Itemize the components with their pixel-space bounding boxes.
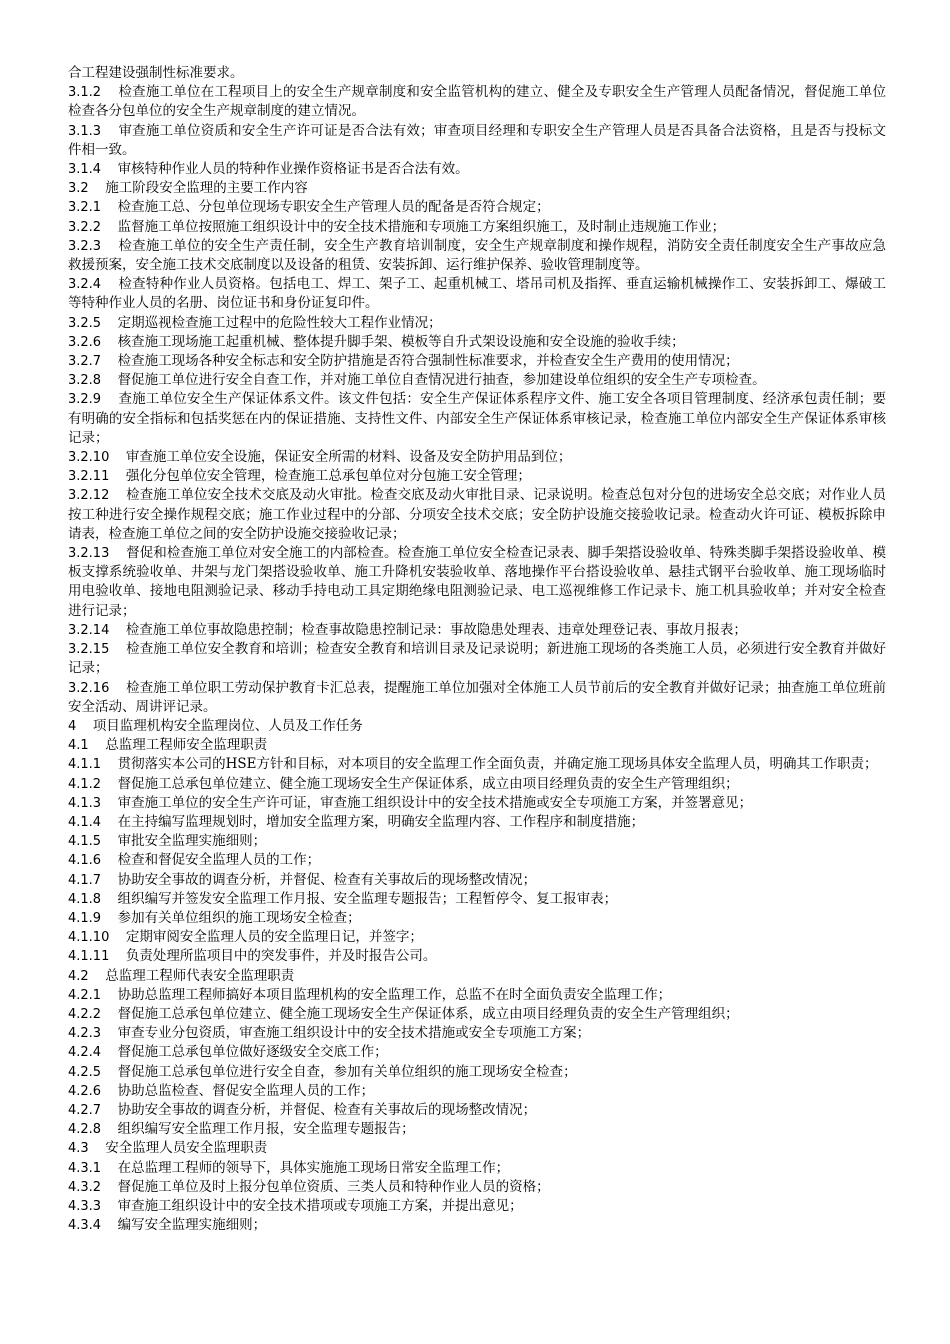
paragraph-text: 组织编写并签发安全监理工作月报、安全监理专题报告；工程暂停令、复工报审表； (117, 890, 618, 907)
paragraph (68, 390, 886, 448)
section-number: 4.2 (68, 968, 89, 984)
paragraph (68, 1043, 886, 1062)
section-number: 4.3.1 (68, 1160, 102, 1176)
paragraph (68, 1120, 886, 1139)
section-number: 4.3.3 (68, 1198, 102, 1214)
section-number: 4.1.10 (68, 930, 110, 946)
section-number: 3.2.16 (68, 680, 110, 696)
section-number: 4.2.4 (68, 1045, 102, 1061)
paragraph-text: 审查施工单位的安全生产许可证，审查施工组织设计中的安全技术措施或安全专项施工方案，并签署意见； (117, 794, 753, 811)
paragraph (68, 717, 886, 736)
section-number: 3.2 (68, 181, 89, 197)
paragraph-text: 在主持编写监理规划时，增加安全监理方案，明确安全监理内容、工作程序和制度措施； (117, 813, 645, 830)
paragraph-text: 协助总监检查、督促安全监理人员的工作； (117, 1082, 375, 1099)
paragraph-text: 定期巡视检查施工过程中的危险性较大工程作业情况； (117, 314, 442, 331)
paragraph (68, 1216, 886, 1235)
paragraph (68, 1005, 886, 1024)
paragraph (68, 813, 886, 832)
section-number: 3.2.5 (68, 315, 102, 331)
paragraph-text: 合工程建设强制性标准要求。 (68, 65, 244, 81)
section-number: 3.2.6 (68, 334, 102, 350)
paragraph-text: 查施工单位安全生产保证体系文件。该文件包括：安全生产保证体系程序文件、施工安全各项目管理制度、经济承包责任制；要有明确的安全指标和包括奖惩在内的保证措施、支持性文件、内部安全生产保证体系审核记录，检查施工单位内部安全生产保证体系审核记录； (68, 391, 887, 446)
paragraph (68, 736, 886, 755)
paragraph-text: 检查施工单位安全教育和培训；检查安全教育和培训目录及记录说明；新进施工现场的各类施工人员，必须进行安全教育并做好记录； (68, 641, 887, 677)
paragraph (68, 448, 886, 467)
section-number: 4.1.9 (68, 910, 102, 926)
section-number: 4.3 (68, 1141, 89, 1157)
section-number: 4.2.8 (68, 1122, 102, 1138)
section-number: 3.2.11 (68, 469, 110, 485)
section-number: 3.2.9 (68, 392, 102, 408)
paragraph (68, 871, 886, 890)
section-number: 3.2.14 (68, 622, 110, 638)
paragraph-text: 总监理工程师安全监理职责 (105, 737, 268, 754)
paragraph-text: 审查施工单位资质和安全生产许可证是否合法有效；审查项目经理和专职安全生产管理人员是否具备合法资格，且是否与投标文件相一致。 (68, 122, 887, 158)
paragraph (68, 544, 886, 621)
paragraph-text: 监督施工单位按照施工组织设计中的安全技术措施和专项施工方案组织施工，及时制止违规施工作业； (117, 218, 726, 235)
paragraph-text: 检查施工单位的安全生产责任制，安全生产教育培训制度，安全生产规章制度和操作规程，消防安全责任制度安全生产事故应急救援预案，安全施工技术交底制度以及设备的租赁、安装拆卸、运行维护保养、验收管理制度等。 (68, 237, 887, 274)
paragraph (68, 679, 886, 717)
paragraph-text: 总监理工程师代表安全监理职责 (105, 967, 295, 984)
section-number: 3.2.3 (68, 238, 102, 254)
paragraph-text: 参加有关单位组织的施工现场安全检查； (117, 909, 361, 926)
paragraph (68, 1178, 886, 1197)
paragraph-text: 在总监理工程师的领导下，具体实施施工现场日常安全监理工作； (117, 1159, 510, 1176)
paragraph (68, 1197, 886, 1216)
paragraph-text: 审核特种作业人员的特种作业操作资格证书是否合法有效。 (117, 161, 469, 178)
paragraph-text: 检查施工单位事故隐患控制；检查事故隐患控制记录：事故隐患处理表、违章处理登记表、事故月报表； (125, 621, 747, 638)
paragraph-text: 强化分包单位安全管理，检查施工总承包单位对分包施工安全管理； (125, 468, 531, 485)
paragraph (68, 371, 886, 390)
paragraph-text: 督促施工总承包单位建立、健全施工现场安全生产保证体系，成立由项目经理负责的安全生产管理组织； (117, 1005, 739, 1022)
section-number: 4.1.5 (68, 834, 102, 850)
paragraph (68, 333, 886, 352)
section-number: 4.2.1 (68, 987, 102, 1003)
paragraph (68, 1159, 886, 1178)
paragraph (68, 160, 886, 179)
paragraph-text: 组织编写安全监理工作月报，安全监理专题报告； (117, 1121, 415, 1138)
paragraph (68, 928, 886, 947)
paragraph (68, 218, 886, 237)
paragraph (68, 83, 886, 121)
paragraph-text: 定期审阅安全监理人员的安全监理日记，并签字； (125, 929, 423, 946)
paragraph (68, 486, 886, 544)
section-number: 3.2.1 (68, 200, 102, 216)
paragraph-text: 督促施工单位及时上报分包单位资质、三类人员和特种作业人员的资格； (117, 1178, 550, 1195)
section-number: 3.2.7 (68, 354, 102, 370)
paragraph (68, 640, 886, 678)
paragraph (68, 237, 886, 275)
paragraph (68, 851, 886, 870)
section-number: 4.3.4 (68, 1218, 102, 1234)
section-number: 3.2.15 (68, 642, 110, 658)
paragraph (68, 947, 886, 966)
section-number: 3.2.12 (68, 488, 110, 504)
paragraph-text: 协助总监理工程师搞好本项目监理机构的安全监理工作，总监不在时全面负责安全监理工作； (117, 986, 672, 1003)
paragraph-text: 检查施工总、分包单位现场专职安全生产管理人员的配备是否符合规定； (117, 199, 550, 216)
paragraph (68, 314, 886, 333)
paragraph-text: 督促施工总承包单位做好逐级安全交底工作； (117, 1044, 388, 1061)
section-number: 3.2.2 (68, 219, 102, 235)
section-number: 4.1.11 (68, 949, 110, 965)
section-number: 4.1.1 (68, 757, 102, 773)
section-number: 4.3.2 (68, 1179, 102, 1195)
paragraph-text: 施工阶段安全监理的主要工作内容 (105, 180, 308, 197)
paragraph-text: 检查施工单位职工劳动保护教育卡汇总表，提醒施工单位加强对全体施工人员节前后的安全教育并做好记录；抽查施工单位班前安全活动、周讲评记录。 (68, 679, 887, 715)
paragraph-text: 安全监理人员安全监理职责 (105, 1140, 268, 1157)
paragraph-text: 核查施工现场施工起重机械、整体提升脚手架、模板等自升式架设设施和安全设施的验收手续； (117, 333, 685, 350)
paragraph (68, 794, 886, 813)
paragraph (68, 832, 886, 851)
section-number: 4.2.7 (68, 1102, 102, 1118)
section-number: 4.1.2 (68, 776, 102, 792)
paragraph (68, 890, 886, 909)
section-number: 4.1.8 (68, 891, 102, 907)
paragraph (68, 967, 886, 986)
paragraph (68, 909, 886, 928)
paragraph (68, 755, 886, 774)
section-number: 3.2.8 (68, 373, 102, 389)
paragraph-text: 项目监理机构安全监理岗位、人员及工作任务 (92, 717, 363, 734)
section-number: 4.2.2 (68, 1006, 102, 1022)
section-number: 3.1.3 (68, 123, 102, 139)
paragraph (68, 467, 886, 486)
paragraph-text: 贯彻落实本公司的HSE方针和目标，对本项目的安全监理工作全面负责，并确定施工现场具体安全监理人员，明确其工作职责； (117, 756, 878, 773)
section-number: 4.1.4 (68, 814, 102, 830)
paragraph (68, 275, 886, 313)
paragraph (68, 1139, 886, 1158)
paragraph-text: 协助安全事故的调查分析，并督促、检查有关事故后的现场整改情况； (117, 871, 537, 888)
section-number: 3.1.4 (68, 162, 102, 178)
paragraph-text: 检查施工单位安全技术交底及动火审批。检查交底及动火审批目录、记录说明。检查总包对分包的进场安全总交底；对作业人员按工种进行安全操作规程交底；施工作业过程中的分部、分项安全技术交底；安全防护设施交接验收记录。检查动火许可证、模板拆除申请表，检查施工单位之间的安全防护设施交接验收记录； (68, 487, 887, 542)
section-number: 3.1.2 (68, 85, 102, 101)
paragraph-text: 督促施工单位进行安全自查工作，并对施工单位自查情况进行抽查，参加建设单位组织的安全生产专项检查。 (117, 372, 766, 389)
section-number: 4.1.3 (68, 795, 102, 811)
section-number: 4.1 (68, 738, 89, 754)
paragraph (68, 1101, 886, 1120)
section-number: 4.2.5 (68, 1064, 102, 1080)
paragraph-text: 检查特种作业人员资格。包括电工、焊工、架子工、起重机械工、塔吊司机及指挥、垂直运输机械操作工、安装拆卸工、爆破工等特种作业人员的名册、岗位证书和身份证复印件。 (68, 276, 887, 312)
paragraph (68, 621, 886, 640)
section-number: 4.1.7 (68, 872, 102, 888)
paragraph (68, 986, 886, 1005)
paragraph-text: 督促施工总承包单位建立、健全施工现场安全生产保证体系，成立由项目经理负责的安全生产管理组织； (117, 775, 739, 792)
paragraph (68, 179, 886, 198)
paragraph (68, 1082, 886, 1101)
paragraph (68, 1063, 886, 1082)
section-number: 4 (68, 718, 77, 734)
section-number: 4.2.3 (68, 1026, 102, 1042)
paragraph (68, 1024, 886, 1043)
paragraph-text: 协助安全事故的调查分析，并督促、检查有关事故后的现场整改情况； (117, 1101, 537, 1118)
section-number: 4.1.6 (68, 853, 102, 869)
paragraph-text: 督促施工总承包单位进行安全自查，参加有关单位组织的施工现场安全检查； (117, 1063, 577, 1080)
section-number: 4.2.6 (68, 1083, 102, 1099)
section-number: 3.2.10 (68, 450, 110, 466)
paragraph (68, 198, 886, 217)
paragraph-text: 编写安全监理实施细则； (117, 1217, 267, 1234)
paragraph (68, 775, 886, 794)
paragraph-text: 检查和督促安全监理人员的工作； (117, 852, 321, 869)
paragraph (68, 352, 886, 371)
paragraph-text: 督促和检查施工单位对安全施工的内部检查。检查施工单位安全检查记录表、脚手架搭设验收单、特殊类脚手架搭设验收单、模板支撑系统验收单、井架与龙门架搭设验收单、施工升降机安装验收单、落地操作平台搭设验收单、悬挂式钢平台验收单、施工现场临时用电验收单、接地电阻测验记录、移动手持电动工具定期绝缘电阻测验记录、电工巡视维修工作记录卡、施工机具验收单；并对安全检查进行记录； (68, 545, 887, 619)
paragraph-text: 审批安全监理实施细则； (117, 833, 267, 850)
paragraph-text: 审查施工单位安全设施，保证安全所需的材料、设备及安全防护用品到位； (125, 449, 572, 466)
section-number: 3.2.13 (68, 546, 110, 562)
paragraph-text: 负责处理所监项目中的突发事件，并及时报告公司。 (125, 948, 437, 965)
paragraph-text: 审查专业分包资质，审查施工组织设计中的安全技术措施或安全专项施工方案； (117, 1025, 591, 1042)
section-number: 3.2.4 (68, 277, 102, 293)
paragraph (68, 64, 886, 83)
paragraph (68, 122, 886, 160)
paragraph-text: 审查施工组织设计中的安全技术措项或专项施工方案，并提出意见； (117, 1197, 523, 1214)
paragraph-text: 检查施工单位在工程项目上的安全生产规章制度和安全监管机构的建立、健全及专职安全生产管理人员配备情况，督促施工单位检查各分包单位的安全生产规章制度的建立情况。 (68, 84, 887, 120)
paragraph-text: 检查施工现场各种安全标志和安全防护措施是否符合强制性标准要求，并检查安全生产费用的使用情况； (117, 353, 739, 370)
